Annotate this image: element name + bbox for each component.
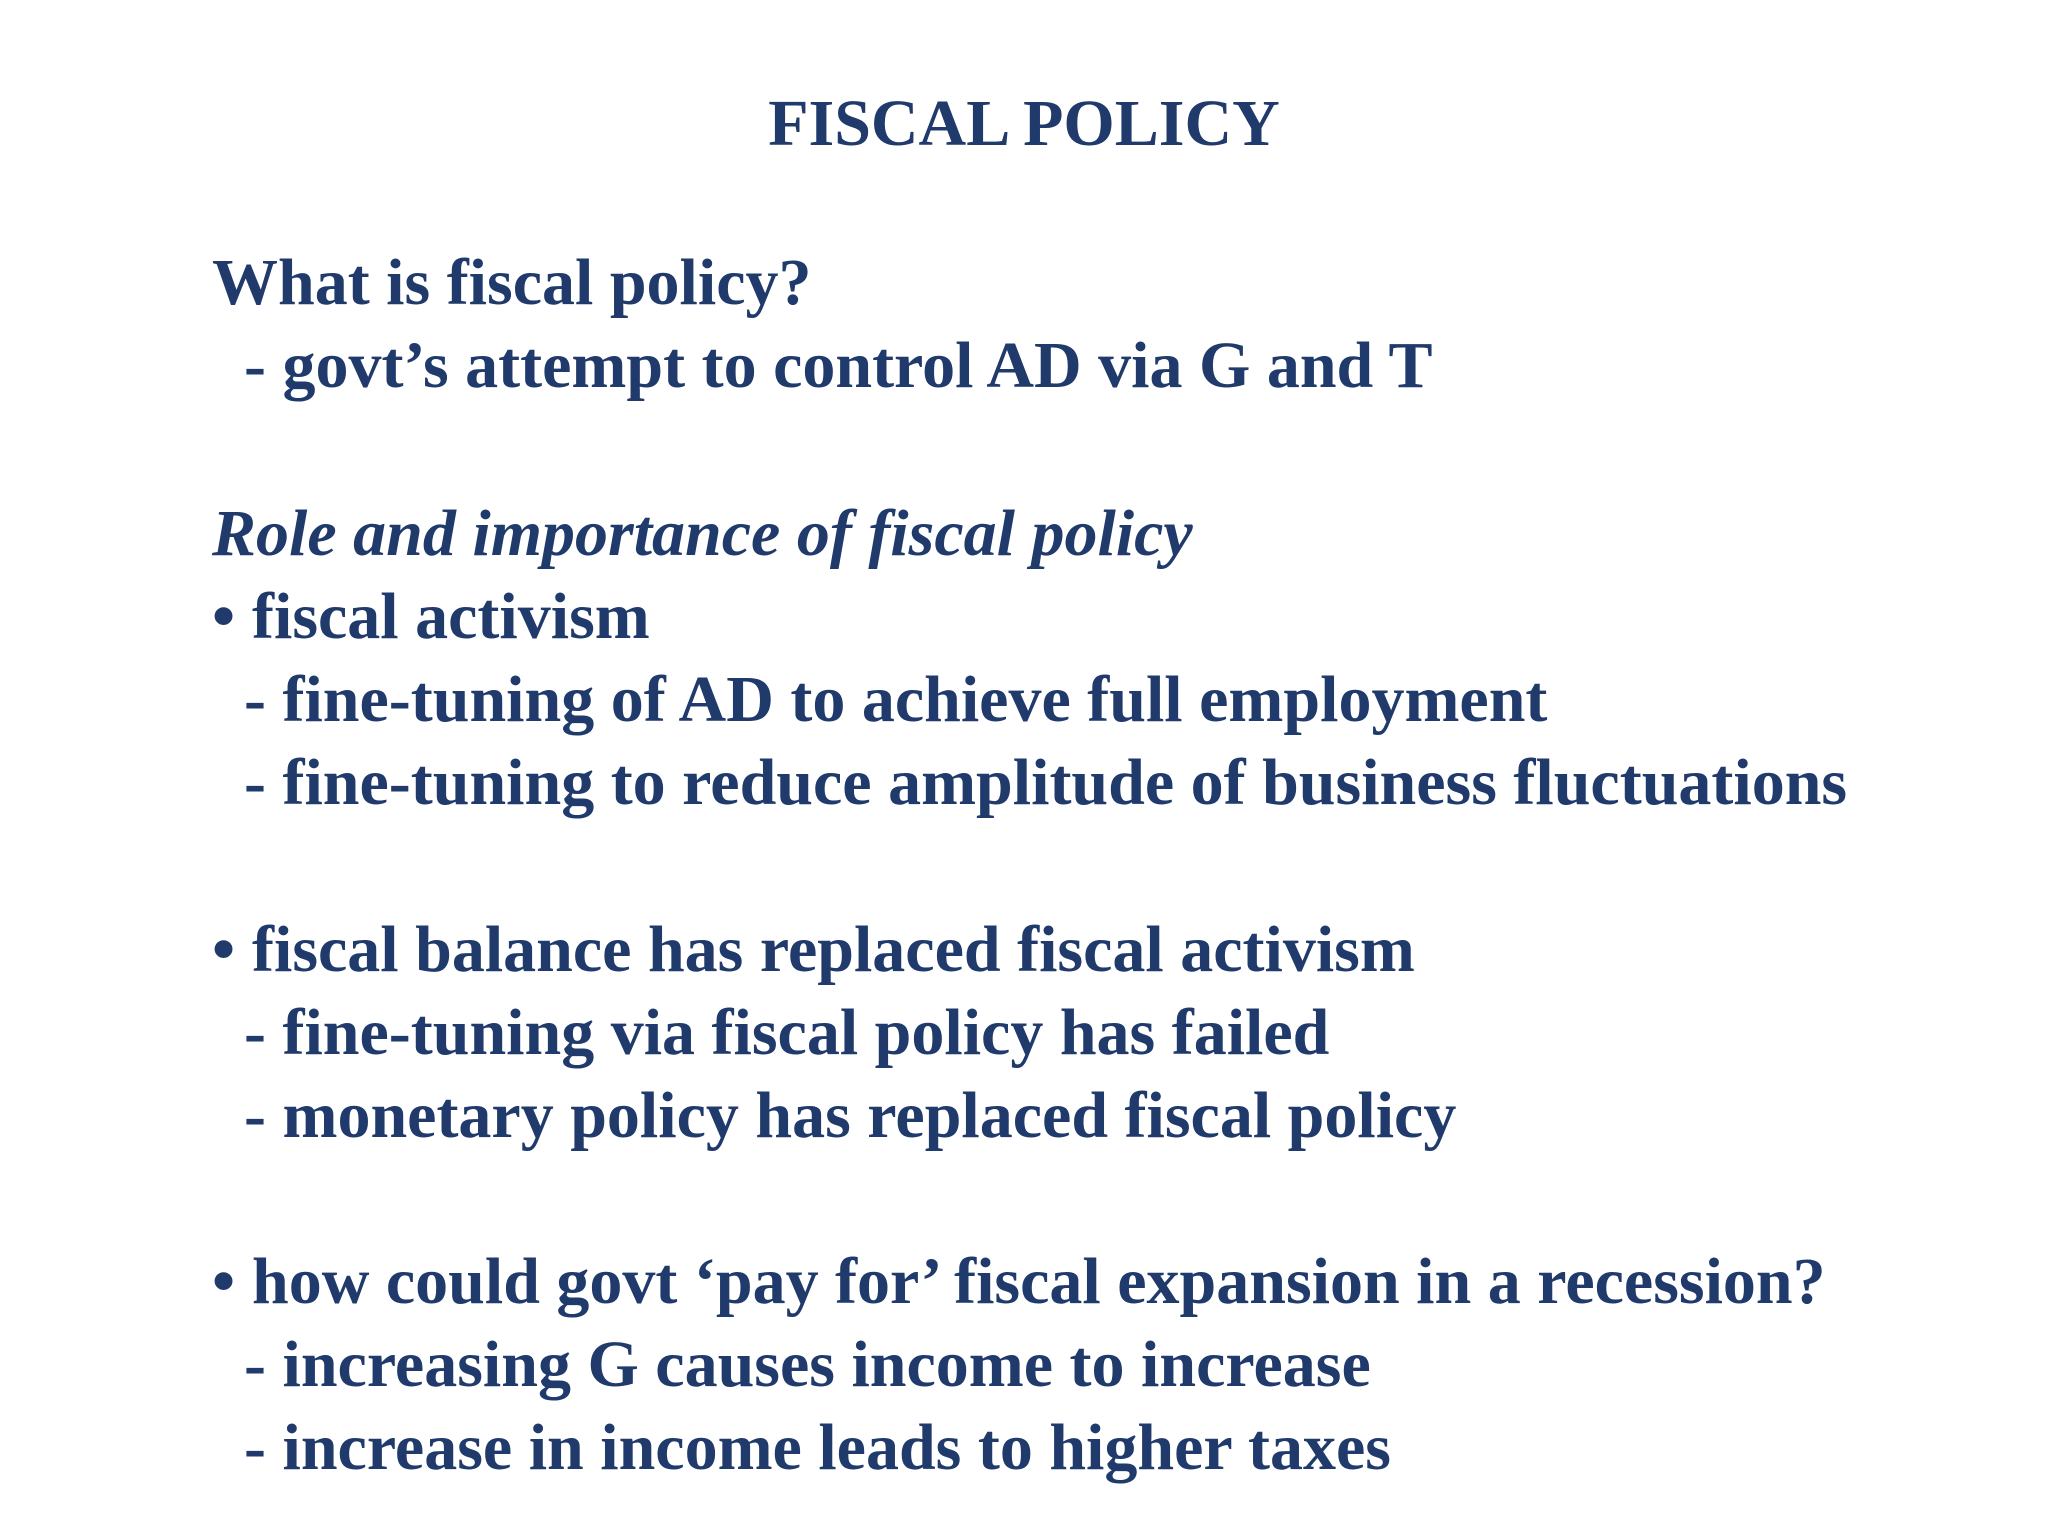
bullet-label: fiscal balance has replaced fiscal activism: [252, 913, 1415, 986]
sub-item: - fine-tuning to reduce amplitude of business fluctuations: [244, 746, 1848, 819]
slide-title: FISCAL POLICY: [768, 87, 1280, 160]
question-heading: What is fiscal policy?: [212, 246, 812, 319]
bullet-label: fiscal activism: [252, 580, 650, 653]
bullet-item-fiscal-balance: [212, 909, 1415, 991]
bullet-icon: •: [212, 913, 236, 986]
sub-item: - increase in income leads to higher taxes: [244, 1411, 1391, 1484]
sub-item: - monetary policy has replaced fiscal policy: [244, 1079, 1457, 1152]
bullet-label: how could govt ‘pay for’ fiscal expansion in a recession?: [252, 1245, 1826, 1318]
question-answer: - govt’s attempt to control AD via G and T: [244, 329, 1433, 402]
sub-item: - increasing G causes income to increase: [244, 1328, 1371, 1401]
sub-item: - fine-tuning of AD to achieve full employment: [244, 663, 1548, 736]
role-heading: Role and importance of fiscal policy: [212, 497, 1193, 570]
bullet-icon: •: [212, 1245, 236, 1318]
bullet-item-pay-for-expansion: [212, 1241, 1826, 1323]
bullet-icon: •: [212, 580, 236, 653]
bullet-item-fiscal-activism: [212, 576, 650, 658]
sub-item: - fine-tuning via fiscal policy has failed: [244, 996, 1330, 1069]
